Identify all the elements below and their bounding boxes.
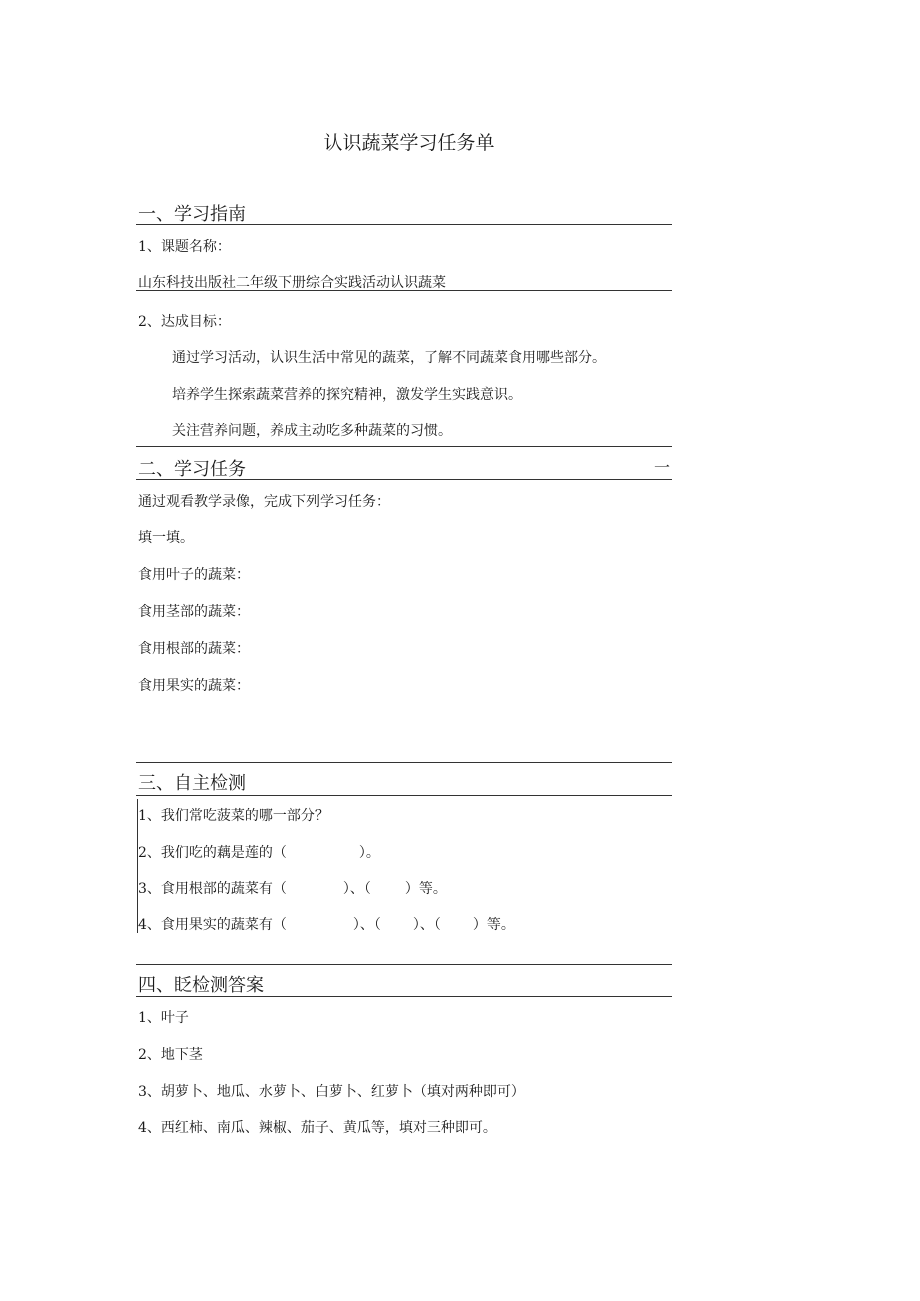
divider (136, 479, 672, 480)
answer-item: 4、西红柿、南瓜、辣椒、茄子、黄瓜等，填对三种即可。 (138, 1120, 497, 1136)
divider (136, 964, 672, 965)
quiz-text: ）等。 (404, 881, 447, 897)
quiz-text: 3、食用根部的蔬菜有（ (138, 881, 287, 897)
page-title: 认识蔬菜学习任务单 (323, 132, 495, 154)
section-2-mark: 一 (654, 458, 671, 477)
divider (136, 996, 672, 997)
goal-item: 关注营养问题，养成主动吃多种蔬菜的习惯。 (172, 423, 452, 439)
quiz-question-3 (138, 878, 447, 898)
quiz-text: ）等。 (472, 917, 515, 933)
answer-item: 2、地下茎 (138, 1047, 203, 1063)
section-2-heading: 二、学习任务 (138, 459, 246, 480)
divider (136, 290, 672, 291)
goal-item: 培养学生探索蔬菜营养的探究精神，激发学生实践意识。 (172, 387, 522, 403)
section-1-heading: 一、学习指南 (138, 204, 246, 225)
quiz-text: 4、食用果实的蔬菜有（ (138, 917, 287, 933)
quiz-question-1: 1、我们常吃菠菜的哪一部分？ (138, 808, 329, 824)
quiz-text: ）、（ (352, 917, 381, 933)
fill-item-stem: 食用茎部的蔬菜： (138, 604, 250, 620)
answer-item: 3、胡萝卜、地瓜、水萝卜、白萝卜、红萝卜（填对两种即可） (138, 1084, 525, 1100)
fill-item-fruit: 食用果实的蔬菜： (138, 678, 250, 694)
quiz-text: 2、我们吃的藕是莲的（ (138, 845, 287, 861)
quiz-question-2 (138, 842, 380, 862)
quiz-question-4 (138, 914, 515, 934)
section-3-heading: 三、自主检测 (138, 773, 246, 794)
section-4-heading: 四、眨检测答案 (138, 975, 264, 996)
topic-label: 1、课题名称： (138, 239, 231, 255)
answer-item: 1、叶子 (138, 1010, 189, 1026)
fill-item-root: 食用根部的蔬菜： (138, 641, 250, 657)
fill-instruction: 填一填。 (138, 530, 194, 546)
task-intro: 通过观看教学录像，完成下列学习任务： (138, 494, 390, 510)
divider (136, 446, 672, 447)
quiz-text: ）。 (358, 845, 380, 861)
goal-label: 2、达成目标： (138, 314, 231, 330)
quiz-text: ）、（ (342, 881, 371, 897)
fill-item-leaf: 食用叶子的蔬菜： (138, 567, 250, 583)
divider (136, 224, 672, 225)
quiz-text: ）、（ (412, 917, 441, 933)
topic-value: 山东科技出版社二年级下册综合实践活动认识蔬菜 (138, 275, 446, 291)
divider (136, 795, 672, 796)
divider (136, 762, 672, 763)
goal-item: 通过学习活动，认识生活中常见的蔬菜，了解不同蔬菜食用哪些部分。 (172, 350, 606, 366)
